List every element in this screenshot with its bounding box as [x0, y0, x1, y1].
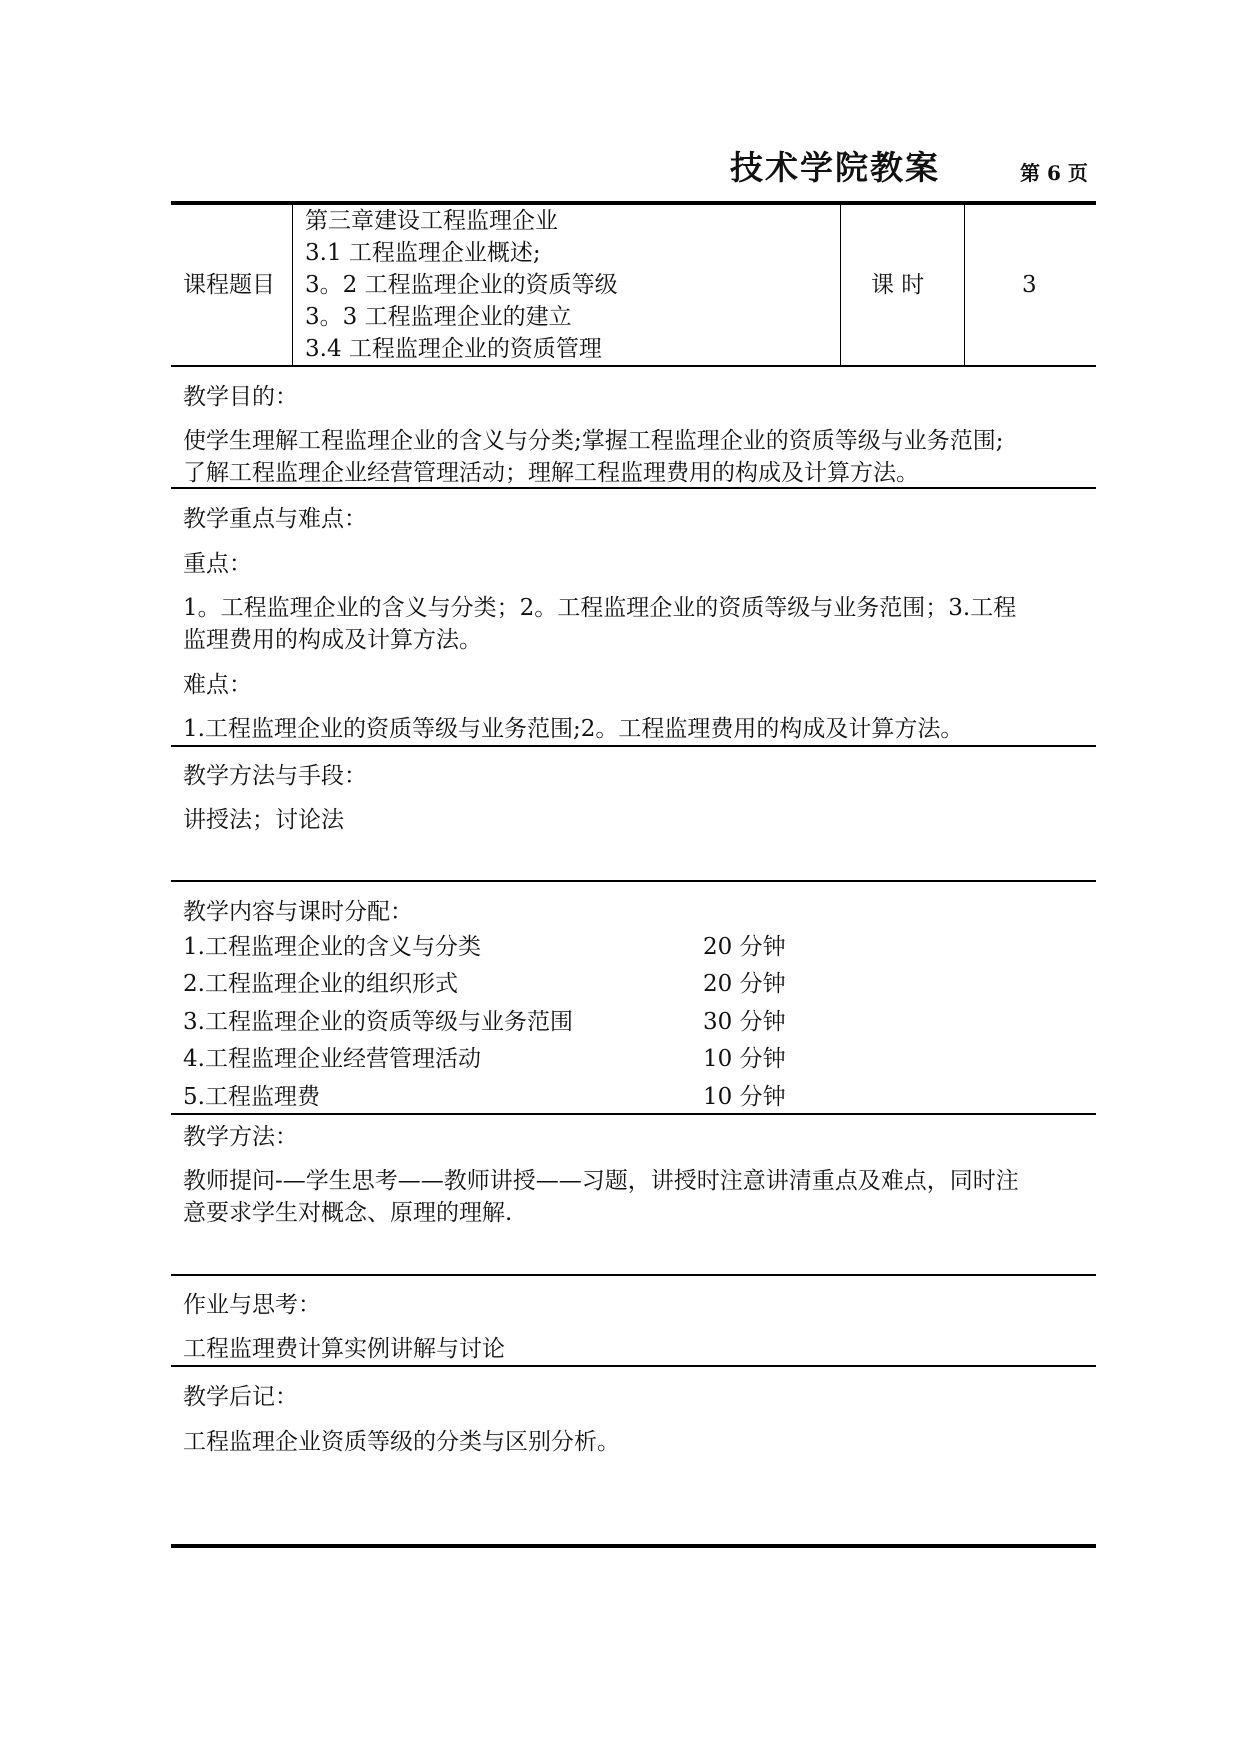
content-item: 1.工程监理企业的含义与分类	[183, 934, 481, 960]
homework-heading: 作业与思考：	[183, 1292, 321, 1318]
teaching-method-line: 意要求学生对概念、原理的理解.	[183, 1200, 513, 1226]
postscript-heading: 教学后记：	[183, 1384, 298, 1410]
content-item-time: 10 分钟	[703, 1084, 786, 1110]
section-rule	[171, 1113, 1096, 1115]
teaching-method-line: 教师提问-—学生思考——教师讲授——习题，讲授时注意讲清重点及难点，同时注	[183, 1168, 1019, 1194]
section-rule	[171, 1274, 1096, 1276]
bottom-rule	[171, 1544, 1096, 1548]
topic-line: 3。2 工程监理企业的资质等级	[305, 272, 618, 298]
topic-line: 第三章建设工程监理企业	[305, 208, 558, 234]
content-item-time: 20 分钟	[703, 934, 786, 960]
objectives-heading: 教学目的：	[183, 384, 298, 410]
table-divider	[840, 204, 841, 365]
difficulty-line: 1.工程监理企业的资质等级与业务范围;2。工程监理费用的构成及计算方法。	[183, 716, 964, 742]
table-divider	[292, 204, 293, 365]
content-item: 4.工程监理企业经营管理活动	[183, 1046, 481, 1072]
content-item-time: 30 分钟	[703, 1009, 786, 1035]
page-number: 第 6 页	[1020, 161, 1088, 185]
table-divider	[964, 204, 965, 365]
section-rule	[171, 1365, 1096, 1367]
focus-line: 监理费用的构成及计算方法。	[183, 627, 482, 653]
content-item: 2.工程监理企业的组织形式	[183, 971, 458, 997]
methods-text: 讲授法；讨论法	[183, 807, 344, 833]
objectives-line: 使学生理解工程监理企业的含义与分类;掌握工程监理企业的资质等级与业务范围;	[183, 428, 1004, 454]
content-item: 5.工程监理费	[183, 1084, 320, 1110]
content-item-time: 20 分钟	[703, 971, 786, 997]
section-rule	[171, 745, 1096, 747]
difficulty-label: 难点：	[183, 672, 252, 698]
focus-label: 重点：	[183, 551, 252, 577]
focus-line: 1。工程监理企业的含义与分类；2。工程监理企业的资质等级与业务范围；3.工程	[183, 595, 1017, 621]
homework-text: 工程监理费计算实例讲解与讨论	[183, 1336, 505, 1362]
hours-value: 3	[1022, 272, 1037, 298]
hours-label: 课 时	[871, 272, 925, 298]
section-rule	[171, 365, 1096, 367]
postscript-text: 工程监理企业资质等级的分类与区别分析。	[183, 1429, 620, 1455]
section-rule	[171, 880, 1096, 882]
key-points-heading: 教学重点与难点：	[183, 506, 367, 532]
document-title: 技术学院教案	[730, 148, 940, 187]
topic-label: 课程题目	[183, 272, 275, 298]
content-item-time: 10 分钟	[703, 1046, 786, 1072]
topic-line: 3。3 工程监理企业的建立	[305, 304, 572, 330]
content-item: 3.工程监理企业的资质等级与业务范围	[183, 1009, 573, 1035]
section-rule	[171, 487, 1096, 489]
topic-line: 3.4 工程监理企业的资质管理	[305, 336, 602, 362]
teaching-method-heading: 教学方法：	[183, 1124, 298, 1150]
methods-heading: 教学方法与手段：	[183, 763, 367, 789]
objectives-line: 了解工程监理企业经营管理活动；理解工程监理费用的构成及计算方法。	[183, 460, 919, 486]
content-heading: 教学内容与课时分配：	[183, 899, 413, 925]
topic-line: 3.1 工程监理企业概述;	[305, 240, 541, 266]
